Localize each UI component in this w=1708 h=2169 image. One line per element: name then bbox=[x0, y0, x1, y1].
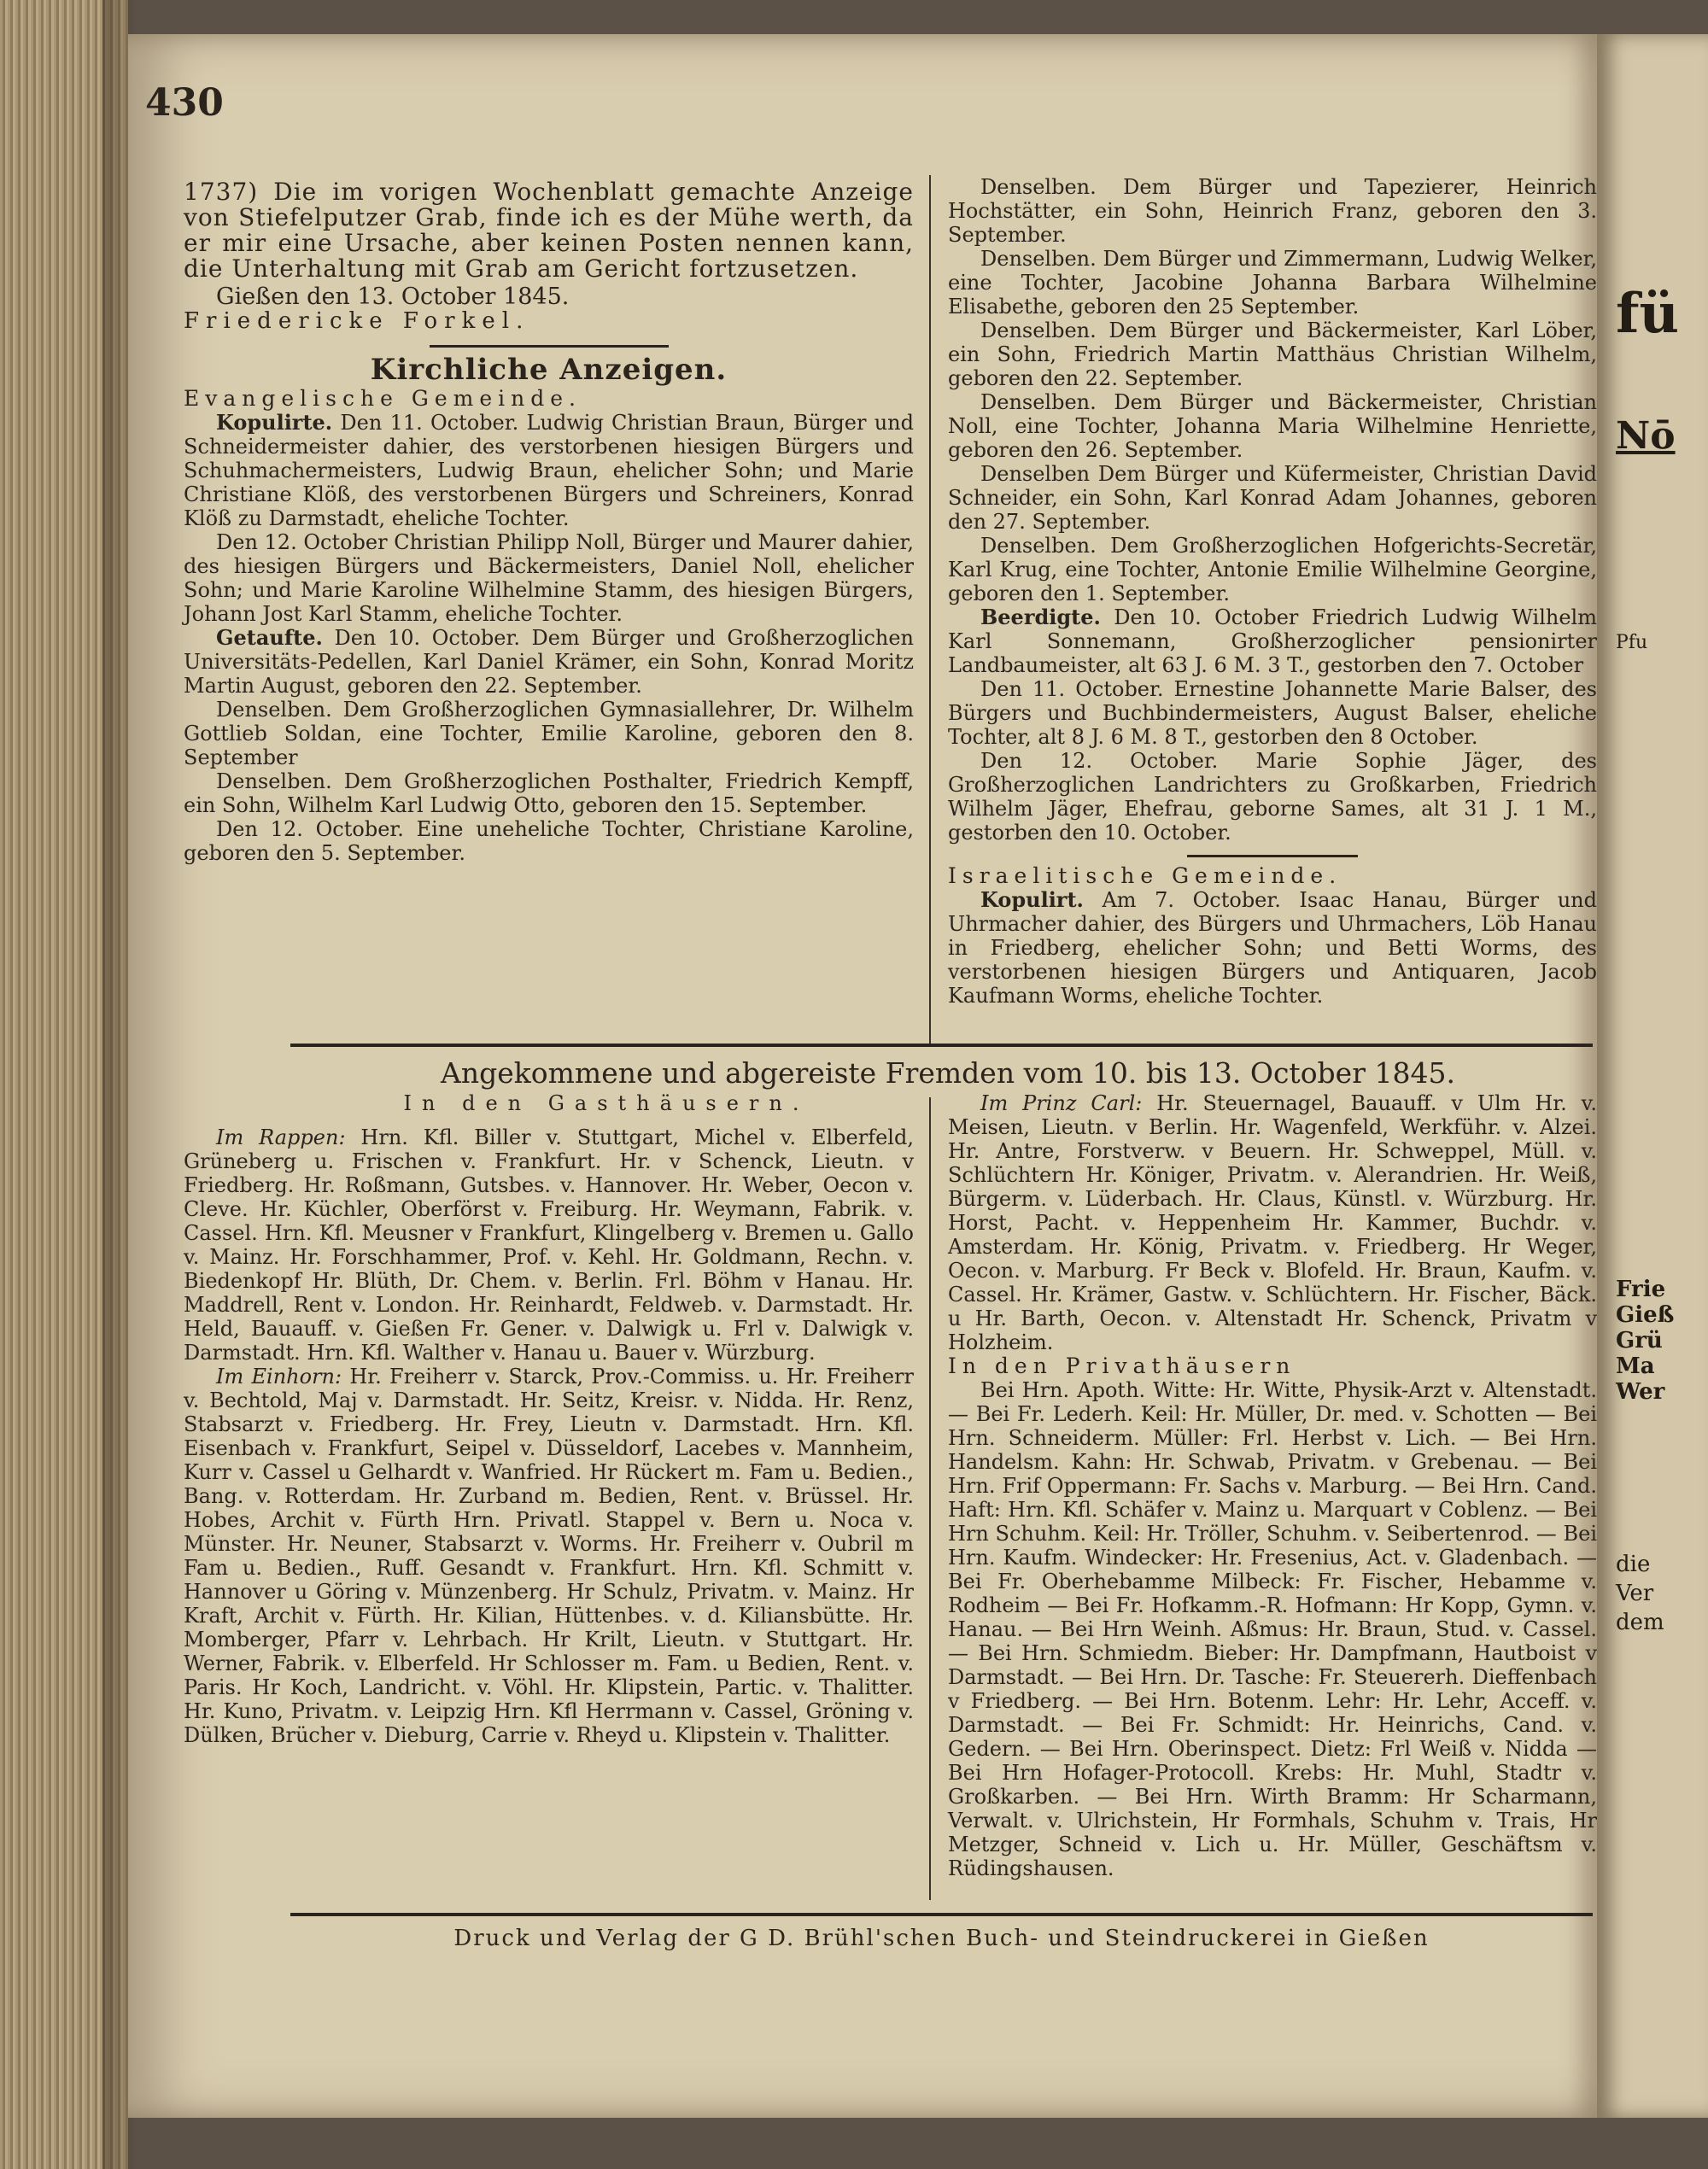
getaufte-entry-3: Denselben. Dem Großherzoglichen Posthalter, Friedrich Kempff, ein Sohn, Wilhelm Karl Ludwig Otto, geboren den 15. September. bbox=[184, 769, 914, 817]
getaufte-entry-r5: Denselben Dem Bürger und Küfermeister, Christian David Schneider, ein Sohn, Karl Konrad Adam Johannes, geboren den 27. September. bbox=[948, 462, 1597, 534]
rappen-entry: Im Rappen: Hrn. Kfl. Biller v. Stuttgart, Michel v. Elberfeld, Grüneberg u. Frischen v. Frankfurt. Hr. v Schenck, Lieutn. v Friedberg. Hr. Roßmann, Gutsbes. v. Hannover. Hr. Weber, Oecon v. Cleve. Hr. Küchler, Oberförst v. Freiburg. Hr. Weymann, Fabrik. v. Cassel. Hrn. Kfl. Meusner v Frankfurt, Klingelberg v. Bremen u. Gallo v. Mainz. Hr. Forschhammer, Prof. v. Kehl. Hr. Goldmann, Rechn. v. Biedenkopf Hr. Blüth, Dr. Chem. v. Berlin. Frl. Böhm v Hanau. Hr. Maddrell, Rent v. London. Hr. Reinhardt, Feldweb. v. Darmstadt. Hr. Held, Bauauff. v. Gießen Fr. Gener. v. Dalwigk u. Frl v. Dalwigk v. Darmstadt. Hrn. Kfl. Walther v. Hanau u. Bauer v. Würzburg. bbox=[184, 1125, 914, 1365]
section-divider bbox=[430, 345, 669, 348]
israelitic-subheading: Israelitische Gemeinde. bbox=[948, 863, 1342, 888]
notice-1737: 1737) Die im vorigen Wochenblatt gemachte Anzeige von Stiefelputzer Grab, finde ich es der Mühe werth, da er mir eine Ursache, aber keinen Posten nennen kann, die Unterhaltung mit Grab am Gericht fortzusetzen. bbox=[184, 178, 914, 283]
privathaeuser-entry: Bei Hrn. Apoth. Witte: Hr. Witte, Physik-Arzt v. Altenstadt. — Bei Fr. Lederh. Keil: Hr. Müller, Dr. med. v. Schotten — Bei Hrn. Schneiderm. Müller: Frl. Herbst v. Lich. — Bei Hrn. Handelsm. Kahn: Hr. Schwab, Privatm. v Grebenau. — Bei Hrn. Frif Oppermann: Fr. Sachs v. Marburg. — Bei Hrn. Cand. Haft: Hrn. Kfl. Schäfer v. Mainz u. Marquart v Coblenz. — Bei Hrn Schuhm. Keil: Hr. Tröller, Schuhm. v. Seibertenrod. — Bei Hrn. Kaufm. Windecker: Hr. Fresenius, Act. v. Gladenbach. — Bei Fr. Oberhebamme Milbeck: Fr. Fischer, Hebamme v. Rodheim — Bei Fr. Hofkamm.-R. Hofmann: Hr Kopp, Gymn. v. Hanau. — Bei Hrn Weinh. Aßmus: Hr. Braun, Stud. v. Cassel. — Bei Hrn. Schmiedm. Bieber: Hr. Dampfmann, Hautboist v Darmstadt. — Bei Hrn. Dr. Tasche: Fr. Steuererh. Dieffenbach v Friedberg. — Bei Hrn. Botenm. Lehr: Hr. Lehr, Acceff. v. Darmstadt. — Bei Fr. Schmidt: Hr. Heinrichs, Cand. v. Gedern. — Bei Hrn. Oberinspect. Dietz: Frl Weiß v. Nidda — Bei Hrn Hofager-Protocoll. Krebs: Hr. Muhl, Stadtr v. Großkarben. — Bei Hrn. Wirth Bramm: Hr Scharmann, Verwalt. v. Ulrichstein, Hr Formhals, Schuhm v. Trais, Hr Metzger, Schneid v. Lich u. Hr. Müller, Geschäftsm v. Rüdingshausen. bbox=[948, 1378, 1597, 1880]
getaufte-entry-r1: Denselben. Dem Bürger und Tapezierer, Heinrich Hochstätter, ein Sohn, Heinrich Franz, geboren den 3. September. bbox=[948, 175, 1597, 247]
notice-signature: Friedericke Forkel. bbox=[184, 308, 530, 334]
getaufte-entry-1: Getaufte. Den 10. October. Dem Bürger und Großherzoglichen Universitäts-Pedellen, Karl Daniel Krämer, ein Sohn, Konrad Moritz Martin August, geboren den 22. September. bbox=[184, 625, 914, 698]
privathaeuser-subheading: In den Privathäusern bbox=[948, 1353, 1296, 1378]
page-number: 430 bbox=[145, 81, 224, 125]
column-divider bbox=[929, 1097, 931, 1900]
einhorn-label: Im Einhorn: bbox=[216, 1365, 342, 1389]
travellers-left-column bbox=[184, 1125, 914, 1747]
getaufte-entry-2: Denselben. Dem Großherzoglichen Gymnasiallehrer, Dr. Wilhelm Gottlieb Soldan, eine Tochter, Emilie Karoline, geboren den 8. September bbox=[184, 698, 914, 769]
kopulirt-entry: Kopulirt. Am 7. October. Isaac Hanau, Bürger und Uhrmacher dahier, des Bürgers und Uhrmachers, Löb Hanau in Friedberg, ehelicher Sohn; und Betti Worms, des verstorbenen hiesigen Bürgers und Antiquaren, Jacob Kaufmann Worms, eheliche Tochter. bbox=[948, 887, 1597, 1008]
getaufte-entry-r3: Denselben. Dem Bürger und Bäckermeister, Karl Löber, ein Sohn, Friedrich Martin Matthäus Christian Wilhelm, geboren den 22. September. bbox=[948, 319, 1597, 390]
notice-date: Gießen den 13. October 1845. bbox=[216, 284, 570, 310]
prinz-carl-entry: Im Prinz Carl: Hr. Steuernagel, Bauauff. v Ulm Hr. v. Meisen, Lieutn. v Berlin. Hr. Wagenfeld, Werkführ. v. Alzei. Hr. Antre, Forstverw. v Beuern. Hr. Schweppel, Müll. v. Schlüchtern Hr. Königer, Privatm. v. Alerandrien. Hr. Weiß, Bürgerm. v. Lüderbach. Hr. Claus, Künstl. v. Würzburg. Hr. Horst, Pacht. v. Heppenheim Hr. Kammer, Buchdr. v. Amsterdam. Hr. König, Privatm. v. Friedberg. Hr Weger, Oecon. v. Marburg. Fr Beck v. Blofeld. Hr. Braun, Kaufm. v. Cassel. Hr. Krämer, Gastw. v. Schlüchtern. Hr. Fischer, Bäck. u Hr. Barth, Oecon. v. Altenstadt Hr. Schenck, Privatm v Holzheim. bbox=[948, 1091, 1598, 1354]
beerdigte-entry-2: Den 11. October. Ernestine Johannette Marie Balser, des Bürgers und Buchbindermeisters, August Balser, eheliche Tochter, alt 8 J. 6 M. 8 T., gestorben den 8 October. bbox=[948, 677, 1597, 749]
next-page-edge bbox=[1597, 34, 1708, 2118]
gasthaeuser-subheading: In den Gasthäusern. bbox=[403, 1091, 810, 1115]
rappen-label: Im Rappen: bbox=[216, 1125, 346, 1149]
imprint-footer: Druck und Verlag der G D. Brühl'schen Buch- und Steindruckerei in Gießen bbox=[453, 1926, 1430, 1951]
next-page-fragment: Nō bbox=[1616, 414, 1676, 458]
column-divider bbox=[929, 175, 931, 1046]
getaufte-entry-r6: Denselben. Dem Großherzoglichen Hofgerichts-Secretär, Karl Krug, eine Tochter, Antonie Emilie Wilhelmine Georgine, geboren den 1. September. bbox=[948, 534, 1597, 605]
beerdigte-entry-1: Beerdigte. Den 10. October Friedrich Ludwig Wilhelm Karl Sonnemann, Großherzoglicher pensionirter Landbaumeister, alt 63 J. 6 M. 3 T., gestorben den 7. October bbox=[948, 605, 1597, 677]
travellers-right-column bbox=[948, 1091, 1597, 1880]
section-rule bbox=[290, 1044, 1593, 1047]
left-column bbox=[184, 179, 914, 865]
next-page-fragment: Frie Gieß Grü Ma Wer bbox=[1616, 1277, 1675, 1405]
kopulirte-label: Kopulirte. bbox=[216, 410, 333, 435]
church-heading: Kirchliche Anzeigen. bbox=[370, 353, 728, 387]
kopulirte-entry-2: Den 12. October Christian Philipp Noll, Bürger und Maurer dahier, des hiesigen Bürgers und Bäckermeisters, Daniel Noll, ehelicher Sohn; und Marie Karoline Wilhelmine Stamm, des hiesigen Bürgers, Johann Jost Karl Stamm, eheliche Tochter. bbox=[184, 530, 914, 626]
kopulirt-label: Kopulirt. bbox=[980, 887, 1084, 912]
einhorn-entry: Im Einhorn: Hr. Freiherr v. Starck, Prov.-Commiss. u. Hr. Freiherr v. Bechtold, Maj v. Darmstadt. Hr. Seitz, Kreisr. v. Nidda. Hr. Renz, Stabsarzt v. Friedberg. Hr. Frey, Lieutn v. Darmstadt. Hrn. Kfl. Eisenbach v. Frankfurt, Seipel v. Düsseldorf, Lacebes v. Mannheim, Kurr v. Cassel u Gelhardt v. Wanfried. Hr Rückert m. Fam u. Bedien., Bang. v. Rotterdam. Hr. Zurband m. Bedien, Rent. v. Brüssel. Hr. Hobes, Archit v. Fürth Hrn. Privatl. Stappel v. Bern u. Noca v. Münster. Hr. Neuner, Stabsarzt v. Worms. Hr. Freiherr v. Oubril m Fam u. Bedien., Ruff. Gesandt v. Frankfurt. Hrn. Kfl. Schmitt v. Hannover u Göring v. Münzenberg. Hr Schulz, Privatm. v. Mainz. Hr Kraft, Archit v. Fürth. Hr. Kilian, Hüttenbes. v. d. Kiliansbütte. Hr. Momberger, Pfarr v. Lehrbach. Hr Krilt, Lieutn. v Stuttgart. Hr. Werner, Fabrik. v. Elberfeld. Hr Schlosser m. Fam. u Bedien, Rent. v. Paris. Hr Koch, Landricht. v. Vöhl. Hr. Klipstein, Partic. v. Thalitter. Hr. Kuno, Privatm. v. Leipzig Hrn. Kfl Herrmann v. Cassel, Gröning v. Dülken, Brücher v. Dieburg, Carrie v. Rheyd u. Klipstein v. Thalitter. bbox=[184, 1365, 914, 1747]
fremden-title: Angekommene und abgereiste Fremden vom 10. bis 13. October 1845. bbox=[441, 1056, 1455, 1090]
prinz-carl-label: Im Prinz Carl: bbox=[980, 1091, 1143, 1115]
section-divider bbox=[1187, 855, 1358, 857]
getaufte-entry-r2: Denselben. Dem Bürger und Zimmermann, Ludwig Welker, eine Tochter, Jacobine Johanna Barbara Wilhelmine Elisabethe, geboren den 25 September. bbox=[948, 247, 1597, 319]
next-page-fragment: die Ver dem bbox=[1616, 1552, 1664, 1635]
beerdigte-entry-3: Den 12. October. Marie Sophie Jäger, des Großherzoglichen Landrichters zu Großkarben, Friedrich Wilhelm Jäger, Ehefrau, geborne Sames, alt 31 J. 1 M., gestorben den 10. October. bbox=[948, 749, 1597, 845]
getaufte-label: Getaufte. bbox=[216, 625, 323, 650]
right-column bbox=[948, 175, 1597, 1008]
getaufte-entry-r4: Denselben. Dem Bürger und Bäckermeister, Christian Noll, eine Tochter, Johanna Maria Wilhelmine Henriette, geboren den 26. September. bbox=[948, 390, 1597, 462]
beerdigte-label: Beerdigte. bbox=[980, 605, 1101, 629]
evangelical-subheading: Evangelische Gemeinde. bbox=[184, 386, 582, 411]
getaufte-entry-4: Den 12. October. Eine uneheliche Tochter, Christiane Karoline, geboren den 5. September. bbox=[184, 817, 914, 865]
kopulirte-entry-1: Kopulirte. Den 11. October. Ludwig Christian Braun, Bürger und Schneidermeister dahier, des verstorbenen hiesigen Bürgers und Schuhmachermeisters, Ludwig Braun, ehelicher Sohn; und Marie Christiane Klöß, des verstorbenen Bürgers und Schreiners, Konrad Klöß zu Darmstadt, eheliche Tochter. bbox=[184, 410, 914, 530]
next-page-fragment: fü bbox=[1616, 282, 1680, 346]
footer-rule bbox=[290, 1913, 1593, 1916]
next-page-fragment: Pfu bbox=[1616, 632, 1648, 653]
